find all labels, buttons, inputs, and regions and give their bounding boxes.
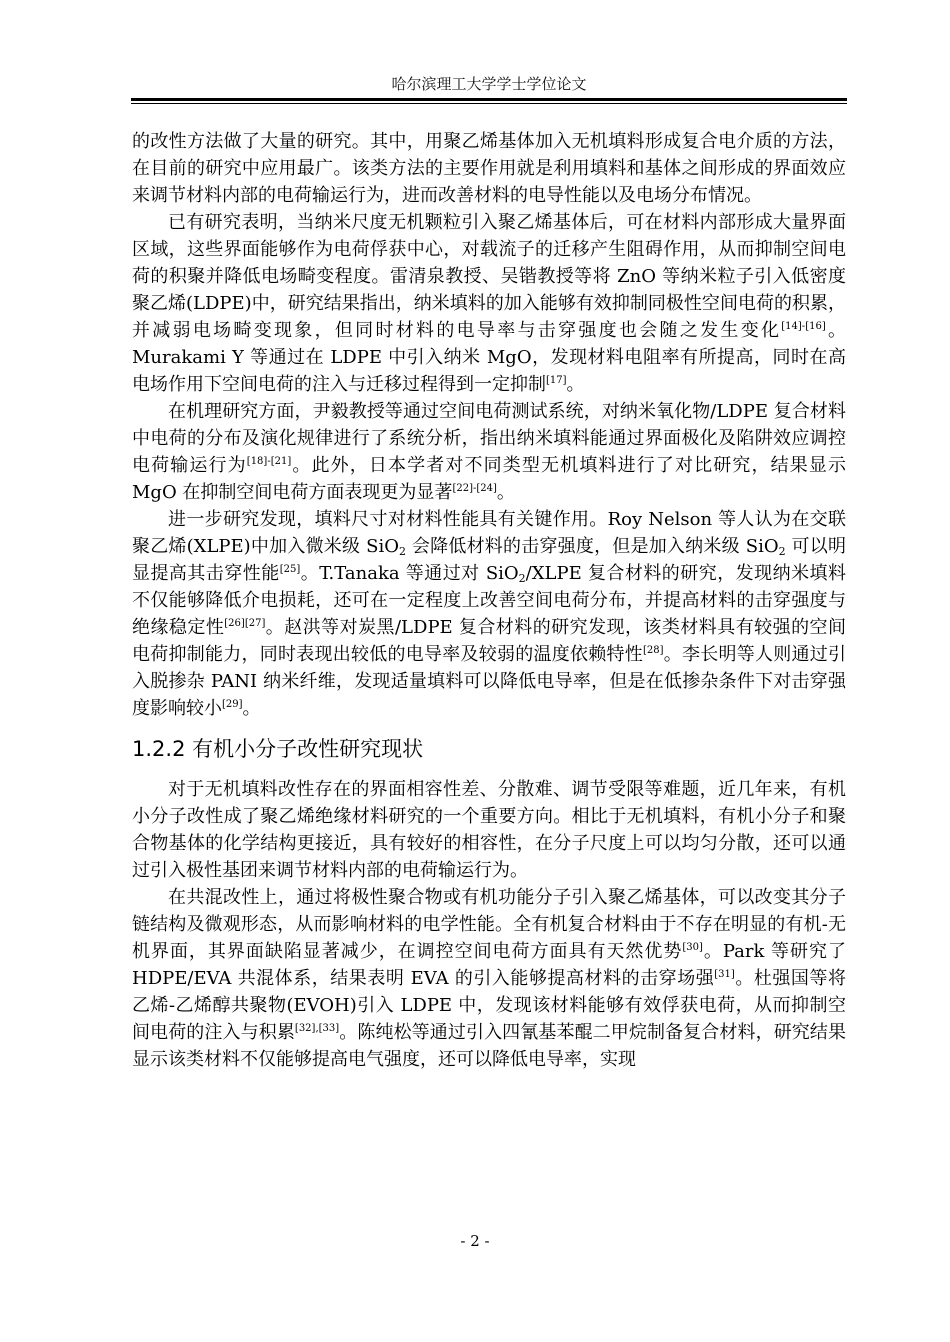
paragraph-1: 的改性方法做了大量的研究。其中，用聚乙烯基体加入无机填料形成复合电介质的方法，在目前的研究中应用最广。该类方法的主要作用就是利用填料和基体之间形成的界面效应来调节材料内部的电荷输运行为，进而改善材料的电导性能以及电场分布情况。 — [132, 131, 846, 206]
subscript: 2 — [399, 545, 406, 558]
header-rule-thin — [131, 103, 847, 104]
citation: [27] — [244, 618, 266, 629]
text-run: 。 — [242, 698, 261, 719]
text-run: 。杜强国等将乙烯-乙烯醇共聚物(EVOH)引入 LDPE 中，发现该材料能够有效俘获电荷，从而抑制空间电荷的注入与积累 — [132, 968, 846, 1043]
subscript: 2 — [518, 572, 526, 585]
page-number: - 2 - — [460, 1232, 490, 1250]
header-rule-thick — [131, 98, 847, 101]
text-run: 可以明显提高其击穿性能 — [132, 536, 846, 584]
paragraph-3 — [132, 398, 846, 506]
text-run: 。李长明等人则通过引入脱掺杂 PANI 纳米纤维，发现适量填料可以降低电导率，但是在低掺杂条件下对击穿强度影响较小 — [132, 644, 847, 719]
citation: [17] — [546, 375, 567, 386]
text-run: 进一步研究发现，填料尺寸对材料性能具有关键作用。Roy Nelson 等人认为在交联聚乙烯(XLPE)中加入微米级 SiO — [132, 509, 846, 557]
text-run: 在共混改性上，通过将极性聚合物或有机功能分子引入聚乙烯基体，可以改变其分子链结构及微观形态，从而影响材料的电学性能。全有机复合材料由于不存在明显的有机-无机界面，其界面缺陷显著减少，在调控空间电荷方面具有天然优势 — [132, 887, 846, 962]
citation: [25] — [279, 564, 301, 575]
citation: [14]-[16] — [781, 321, 826, 332]
paragraph-4 — [132, 506, 846, 722]
paragraph-5: 对于无机填料改性存在的界面相容性差、分散难、调节受限等难题，近几年来，有机小分子改性成了聚乙烯绝缘材料研究的一个重要方向。相比于无机填料，有机小分子和聚合物基体的化学结构更接近，具有较好的相容性，在分子尺度上可以均匀分散，还可以通过引入极性基团来调节材料内部的电荷输运行为。 — [132, 779, 846, 881]
citation: [32],[33] — [294, 1023, 340, 1034]
text-run: 在机理研究方面，尹毅教授等通过空间电荷测试系统，对纳米氧化物/LDPE 复合材料中电荷的分布及演化规律进行了系统分析，指出纳米填料能通过界面极化及陷阱效应调控电荷输运行为 — [132, 401, 846, 476]
citation: [30] — [682, 942, 703, 953]
text-run: 。陈纯松等通过引入四氰基苯醌二甲烷制备复合材料，研究结果显示该类材料不仅能够提高电气强度，还可以降低电导率，实现 — [132, 1022, 847, 1070]
running-header: 哈尔滨理工大学学士学位论文 — [391, 75, 587, 93]
text-run: 。 — [566, 374, 585, 395]
paragraph-6 — [132, 884, 846, 1073]
text-run: 。赵洪等对炭黑/LDPE 复合材料的研究发现，该类材料具有较强的空间电荷抑制能力，同时表现出较低的电导率及较弱的温度依赖特性 — [132, 617, 846, 665]
citation: [29] — [222, 699, 243, 710]
text-run: 已有研究表明，当纳米尺度无机颗粒引入聚乙烯基体后，可在材料内部形成大量界面区域，这些界面能够作为电荷俘获中心，对载流子的迁移产生阻碍作用，从而抑制空间电荷的积聚并降低电场畸变程度。雷清泉教授、吴锴教授等将 ZnO 等纳米粒子引入低密度聚乙烯(LDPE)中，研究结果指出，纳米填料的加入能够有效抑制同极性空间电荷的积累，并减弱电场畸变现象，但同时材料的电导率与击穿强度也会随之发生变化 — [132, 212, 846, 341]
citation: [22]-[24] — [452, 483, 497, 494]
text-run: 会降低材料的击穿强度，但是加入纳米级 SiO — [406, 536, 779, 557]
text-run: 。T.Tanaka 等通过对 SiO — [300, 563, 519, 584]
text-run: 。 — [496, 482, 515, 503]
text-run: 。Murakami Y 等通过在 LDPE 中引入纳米 MgO，发现材料电阻率有所提高，同时在高电场作用下空间电荷的注入与迁移过程得到一定抑制 — [132, 320, 847, 395]
section-heading: 1.2.2 有机小分子改性研究现状 — [132, 737, 424, 761]
subscript: 2 — [778, 545, 786, 558]
body-text — [132, 128, 846, 1073]
citation: [31] — [714, 969, 735, 980]
citation: [28] — [642, 645, 664, 656]
citation: [18]-[21] — [246, 456, 292, 467]
paragraph-2 — [132, 209, 846, 398]
text-run: 。Park 等研究了 HDPE/EVA 共混体系，结果表明 EVA 的引入能够提高材料的击穿场强 — [132, 941, 846, 989]
text-run: 。此外，日本学者对不同类型无机填料进行了对比研究，结果显示 MgO 在抑制空间电荷方面表现更为显著 — [132, 455, 847, 503]
citation: [26] — [224, 618, 245, 629]
text-run: /XLPE 复合材料的研究，发现纳米填料不仅能够降低介电损耗，还可在一定程度上改善空间电荷分布，并提高材料的击穿强度与绝缘稳定性 — [132, 563, 846, 638]
